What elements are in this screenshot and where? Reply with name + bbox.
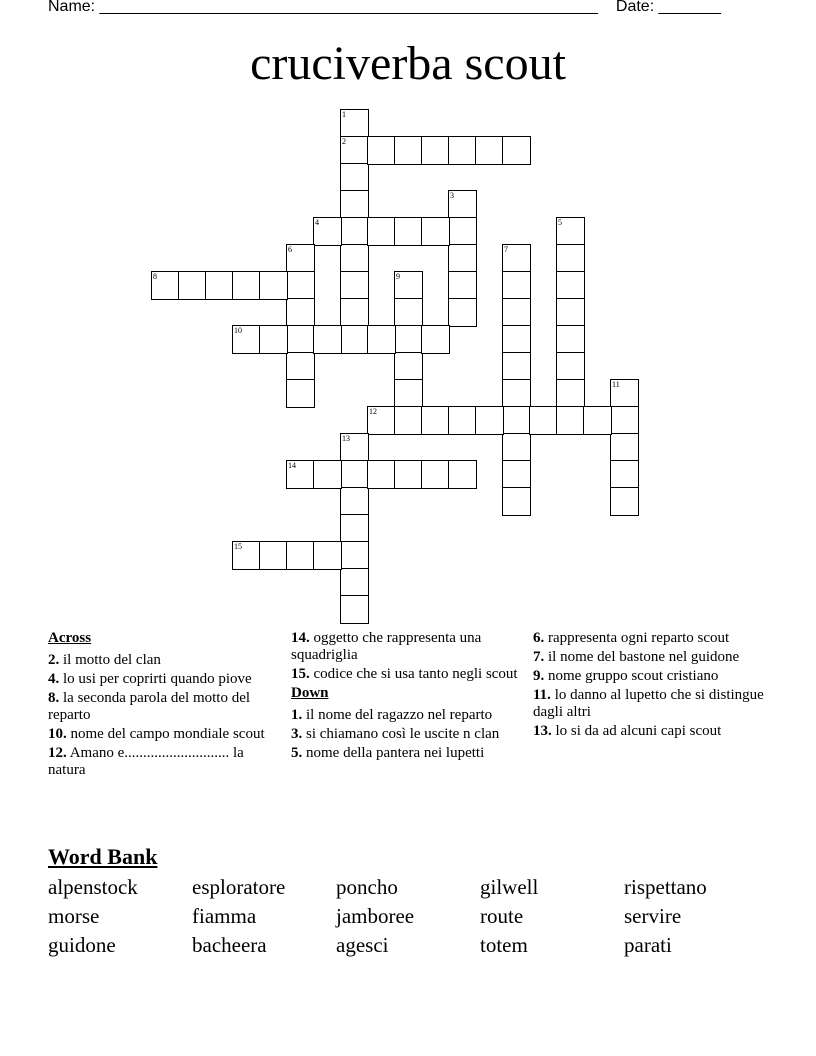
grid-cell[interactable] <box>340 190 369 219</box>
word-bank-item: bacheera <box>192 933 267 957</box>
grid-cell[interactable] <box>340 136 369 165</box>
cell-number: 5 <box>558 218 562 227</box>
grid-cell[interactable] <box>556 244 585 273</box>
grid-cell[interactable] <box>313 325 342 354</box>
clue-across-14: 14. oggetto che rappresenta una squadriglia <box>291 630 482 663</box>
grid-cell[interactable] <box>502 136 531 165</box>
grid-cell[interactable] <box>448 460 477 489</box>
grid-cell[interactable] <box>313 460 342 489</box>
grid-cell[interactable] <box>421 406 450 435</box>
grid-cell[interactable] <box>367 460 396 489</box>
grid-cell[interactable] <box>151 271 180 300</box>
grid-cell[interactable] <box>475 406 504 435</box>
clue-down-3: 3. si chiamano così le uscite n clan <box>291 726 500 742</box>
grid-cell[interactable] <box>259 541 288 570</box>
grid-cell[interactable] <box>394 406 423 435</box>
grid-cell[interactable] <box>340 514 369 543</box>
clue-down-5: 5. nome della pantera nei lupetti <box>291 745 485 761</box>
grid-cell[interactable] <box>502 406 531 435</box>
grid-cell[interactable] <box>340 595 369 624</box>
grid-cell[interactable] <box>610 433 639 462</box>
clue-across-15: 15. codice che si usa tanto negli scout <box>291 666 518 682</box>
cell-number: 15 <box>234 542 242 551</box>
grid-cell[interactable] <box>340 325 369 354</box>
word-bank-title: Word Bank <box>48 844 158 869</box>
grid-cell[interactable] <box>421 325 450 354</box>
clue-down-7: 7. il nome del bastone nel guidone <box>533 649 740 665</box>
grid-cell[interactable] <box>502 244 531 273</box>
grid-cell[interactable] <box>394 460 423 489</box>
grid-cell[interactable] <box>394 271 423 300</box>
clue-across-2: 2. il motto del clan <box>48 652 161 668</box>
cell-number: 7 <box>504 245 508 254</box>
name-field-label[interactable]: Name: ________________________________________________________ <box>48 0 598 15</box>
word-bank-item: guidone <box>48 933 116 957</box>
grid-cell[interactable] <box>556 325 585 354</box>
clue-across-4: 4. lo usi per coprirti quando piove <box>48 671 252 687</box>
grid-cell[interactable] <box>502 325 531 354</box>
grid-cell[interactable] <box>340 568 369 597</box>
grid-cell[interactable] <box>313 217 342 246</box>
cell-number: 6 <box>288 245 292 254</box>
word-bank-item: parati <box>624 933 672 957</box>
grid-cell[interactable] <box>340 217 369 246</box>
grid-cell[interactable] <box>394 298 423 327</box>
clue-down-13: 13. lo si da ad alcuni capi scout <box>533 723 722 739</box>
clue-column-2 <box>291 630 523 764</box>
grid-cell[interactable] <box>286 379 315 408</box>
grid-cell[interactable] <box>421 136 450 165</box>
grid-cell[interactable] <box>556 406 585 435</box>
grid-cell[interactable] <box>448 298 477 327</box>
grid-cell[interactable] <box>502 379 531 408</box>
grid-cell[interactable] <box>340 298 369 327</box>
date-field-label[interactable]: Date: _______ <box>615 0 721 15</box>
grid-cell[interactable] <box>448 190 477 219</box>
grid-cell[interactable] <box>259 325 288 354</box>
cell-number: 4 <box>315 218 319 227</box>
word-bank-item: route <box>480 904 524 928</box>
grid-cell[interactable] <box>394 325 423 354</box>
grid-cell[interactable] <box>394 217 423 246</box>
grid-cell[interactable] <box>448 217 477 246</box>
grid-cell[interactable] <box>340 163 369 192</box>
grid-cell[interactable] <box>475 136 504 165</box>
clue-down-6: 6. rappresenta ogni reparto scout <box>533 630 730 646</box>
grid-cell[interactable] <box>502 460 531 489</box>
grid-cell[interactable] <box>178 271 207 300</box>
grid-cell[interactable] <box>610 460 639 489</box>
grid-cell[interactable] <box>340 541 369 570</box>
grid-cell[interactable] <box>340 109 369 138</box>
grid-cell[interactable] <box>286 271 315 300</box>
cell-number: 11 <box>612 380 620 389</box>
grid-cell[interactable] <box>610 406 639 435</box>
word-bank-item: jamboree <box>336 904 415 928</box>
grid-cell[interactable] <box>448 406 477 435</box>
word-bank-item: agesci <box>336 933 389 957</box>
cell-number: 8 <box>153 272 157 281</box>
grid-cell[interactable] <box>340 460 369 489</box>
cell-number: 12 <box>369 407 377 416</box>
cell-number: 2 <box>342 137 346 146</box>
grid-cell[interactable] <box>502 298 531 327</box>
grid-cell[interactable] <box>610 487 639 516</box>
clue-column-3 <box>533 630 765 742</box>
grid-cell[interactable] <box>340 433 369 462</box>
grid-cell[interactable] <box>367 217 396 246</box>
grid-cell[interactable] <box>529 406 558 435</box>
grid-cell[interactable] <box>556 379 585 408</box>
grid-cell[interactable] <box>259 271 288 300</box>
grid-cell[interactable] <box>448 271 477 300</box>
word-bank-item: poncho <box>336 875 398 899</box>
grid-cell[interactable] <box>448 244 477 273</box>
grid-cell[interactable] <box>313 541 342 570</box>
grid-cell[interactable] <box>340 244 369 273</box>
grid-cell[interactable] <box>367 136 396 165</box>
grid-cell[interactable] <box>610 379 639 408</box>
cell-number: 9 <box>396 272 400 281</box>
grid-cell[interactable] <box>421 217 450 246</box>
grid-cell[interactable] <box>556 352 585 381</box>
grid-cell[interactable] <box>394 136 423 165</box>
cell-number: 1 <box>342 110 346 119</box>
cell-number: 14 <box>288 461 296 470</box>
down-heading: Down <box>291 685 329 701</box>
grid-cell[interactable] <box>286 352 315 381</box>
grid-cell[interactable] <box>367 325 396 354</box>
grid-cell[interactable] <box>556 298 585 327</box>
word-bank-item: alpenstock <box>48 875 138 899</box>
grid-cell[interactable] <box>286 325 315 354</box>
grid-cell[interactable] <box>340 487 369 516</box>
cell-number: 3 <box>450 191 454 200</box>
grid-cell[interactable] <box>205 271 234 300</box>
grid-cell[interactable] <box>232 271 261 300</box>
grid-cell[interactable] <box>340 271 369 300</box>
clue-across-10: 10. nome del campo mondiale scout <box>48 726 265 742</box>
clue-column-1 <box>48 630 280 781</box>
word-bank-item: esploratore <box>192 875 286 899</box>
grid-cell[interactable] <box>286 298 315 327</box>
grid-cell[interactable] <box>502 271 531 300</box>
grid-cell[interactable] <box>583 406 612 435</box>
clue-across-12: 12. Amano e............................ la natura <box>48 745 244 778</box>
clue-down-1: 1. il nome del ragazzo nel reparto <box>291 707 493 723</box>
grid-cell[interactable] <box>232 541 261 570</box>
grid-cell[interactable] <box>502 352 531 381</box>
cell-number: 13 <box>342 434 350 443</box>
word-bank-item: gilwell <box>480 875 539 899</box>
grid-cell[interactable] <box>502 433 531 462</box>
word-bank-item: morse <box>48 904 100 928</box>
grid-cell[interactable] <box>421 460 450 489</box>
grid-cell[interactable] <box>286 460 315 489</box>
grid-cell[interactable] <box>286 541 315 570</box>
word-bank-item: totem <box>480 933 528 957</box>
word-bank-item: servire <box>624 904 682 928</box>
grid-cell[interactable] <box>367 406 396 435</box>
grid-cell[interactable] <box>502 487 531 516</box>
word-bank-item: rispettano <box>624 875 707 899</box>
clue-down-9: 9. nome gruppo scout cristiano <box>533 668 719 684</box>
grid-cell[interactable] <box>232 325 261 354</box>
grid-cell[interactable] <box>448 136 477 165</box>
grid-cell[interactable] <box>556 217 585 246</box>
clue-down-11: 11. lo danno al lupetto che si distingue dagli altri <box>533 687 764 720</box>
grid-cell[interactable] <box>556 271 585 300</box>
word-bank-item: fiamma <box>192 904 257 928</box>
clue-across-8: 8. la seconda parola del motto del reparto <box>48 690 251 723</box>
page-title: cruciverba scout <box>250 37 566 90</box>
cell-number: 10 <box>234 326 242 335</box>
grid-cell[interactable] <box>394 352 423 381</box>
across-heading: Across <box>48 630 92 646</box>
grid-cell[interactable] <box>286 244 315 273</box>
word-bank <box>48 874 768 959</box>
grid-cell[interactable] <box>394 379 423 408</box>
